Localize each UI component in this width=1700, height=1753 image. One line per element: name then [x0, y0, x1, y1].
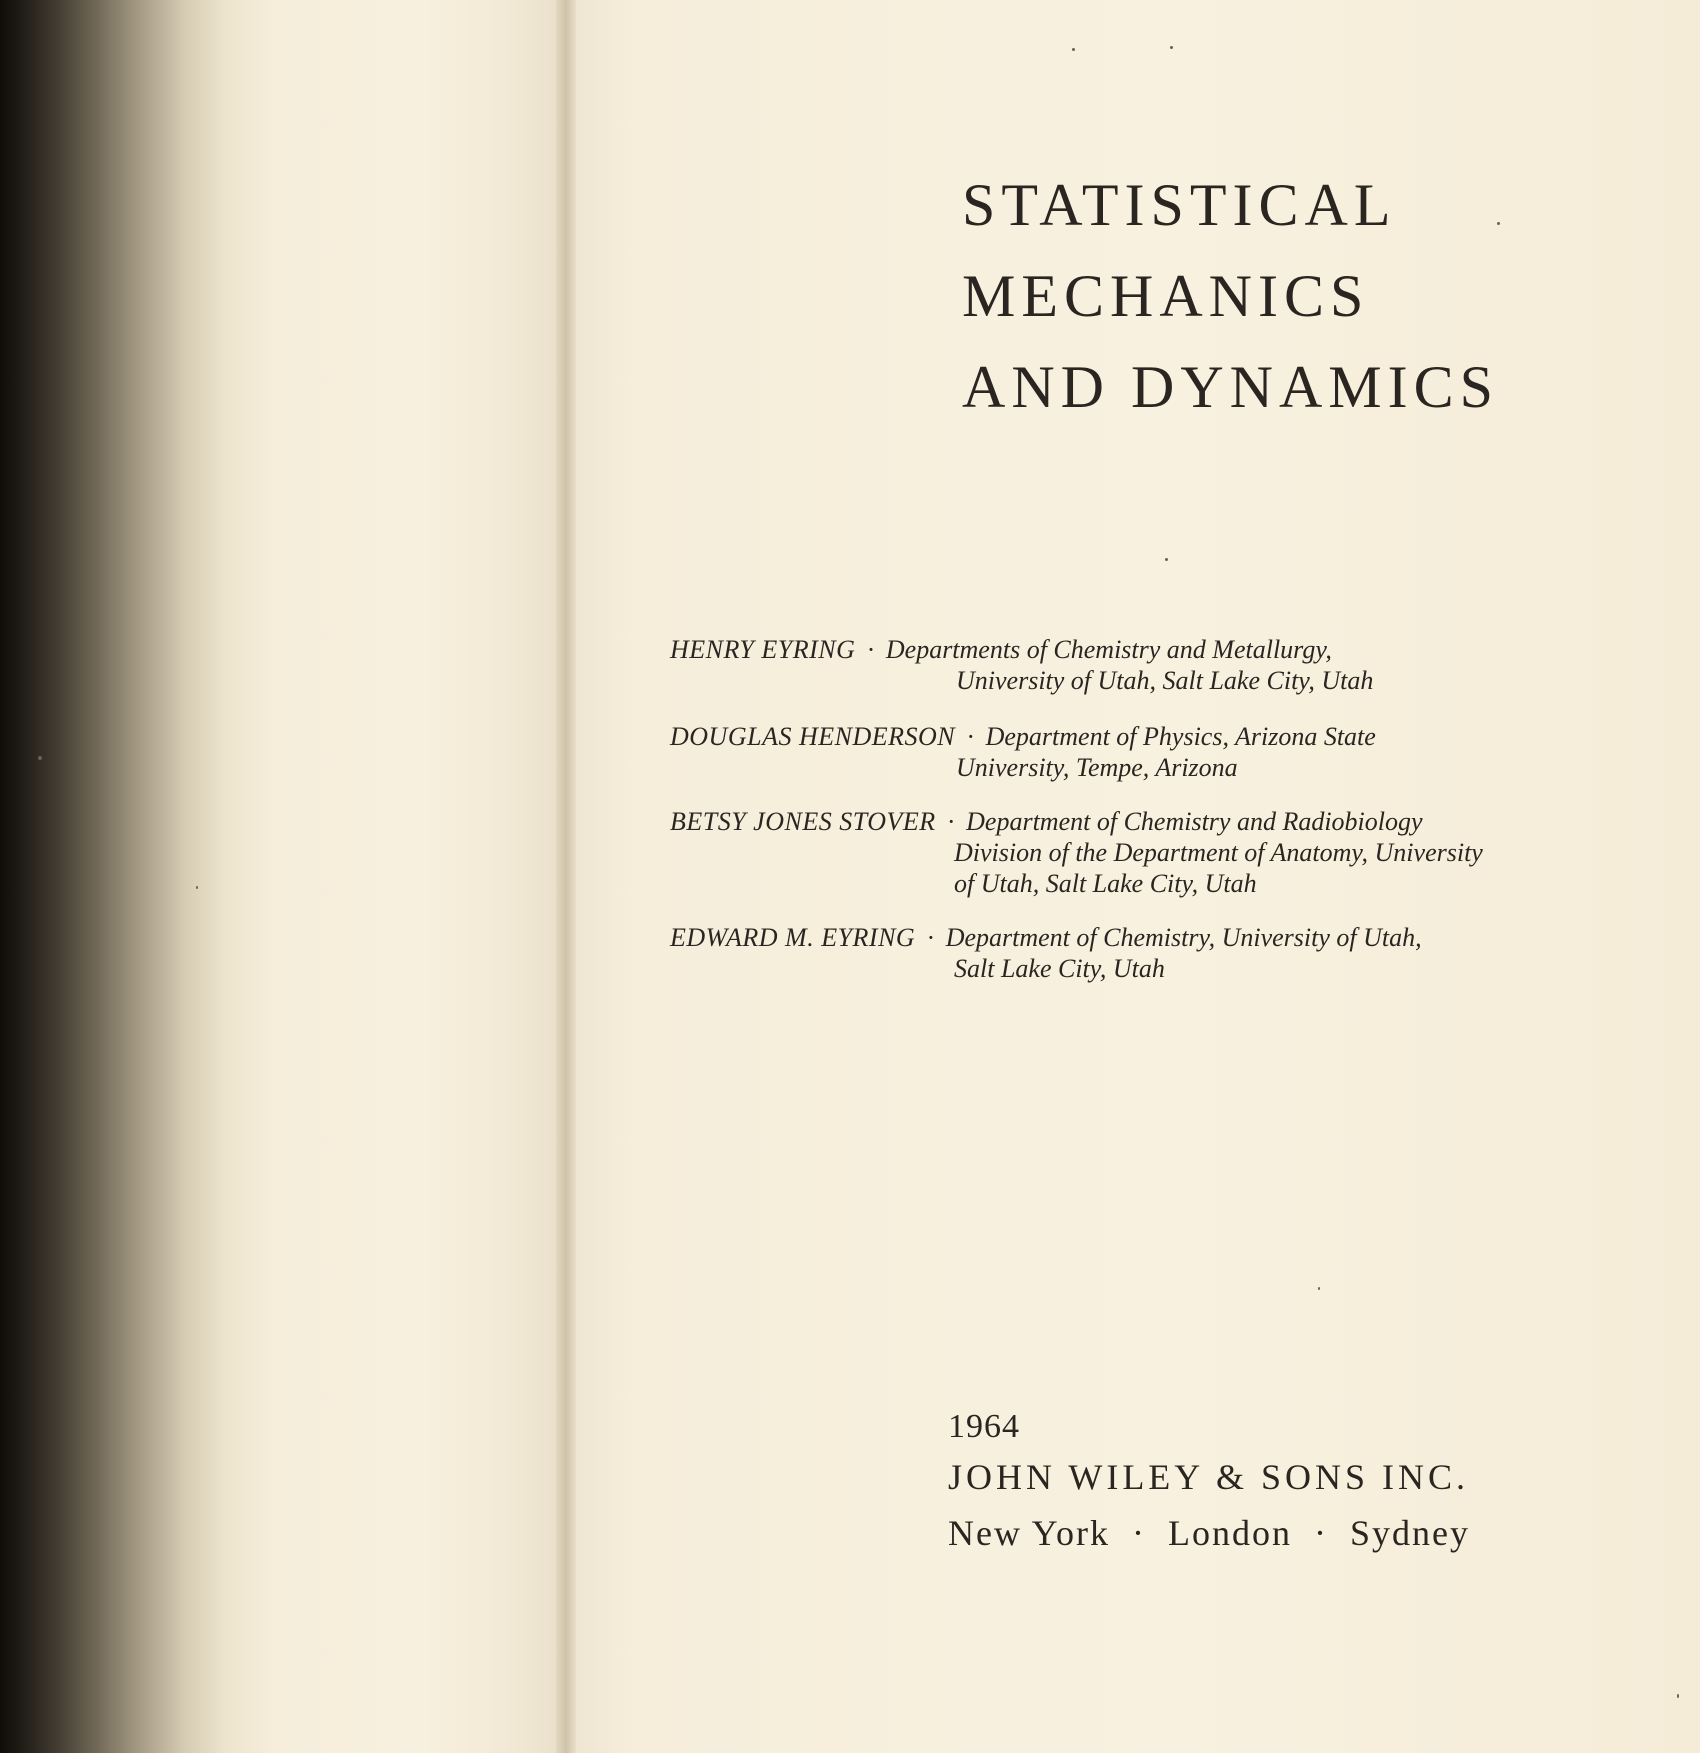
author-affiliation: Department of Chemistry and Radiobiology: [966, 807, 1423, 836]
separator-dot: ·: [1132, 1513, 1147, 1553]
paper-speck: [38, 756, 42, 760]
author-affiliation: of Utah, Salt Lake City, Utah: [954, 869, 1257, 898]
paper-speck: [1165, 558, 1168, 561]
city-london: London: [1168, 1513, 1293, 1553]
paper-speck: [1497, 222, 1500, 225]
author-affiliation: Division of the Department of Anatomy, University: [954, 838, 1483, 867]
paper-speck: [1677, 1694, 1679, 1698]
author-entry: [670, 634, 1534, 696]
author-affiliation: Departments of Chemistry and Metallurgy,: [885, 635, 1332, 664]
author-name: BETSY JONES STOVER: [670, 807, 936, 836]
book-title: [962, 160, 1499, 433]
paper-speck: [1072, 48, 1075, 51]
author-affiliation: Department of Physics, Arizona State: [985, 722, 1376, 751]
title-line-2: MECHANICS: [962, 263, 1370, 329]
author-affiliation: Department of Chemistry, University of Utah,: [945, 923, 1422, 952]
separator-dot: ·: [867, 635, 874, 664]
author-name: HENRY EYRING: [670, 635, 856, 664]
author-entry: [670, 721, 1534, 783]
author-entry: [670, 806, 1534, 899]
paper-speck: [1170, 46, 1173, 49]
author-name: EDWARD M. EYRING: [670, 923, 916, 952]
paper-speck: [196, 886, 198, 889]
separator-dot: ·: [947, 807, 955, 836]
separator-dot: ·: [1314, 1513, 1329, 1553]
author-affiliation: University, Tempe, Arizona: [956, 753, 1238, 782]
separator-dot: ·: [967, 722, 974, 751]
left-page: [0, 0, 566, 1753]
author-entry: [670, 922, 1534, 984]
author-affiliation: Salt Lake City, Utah: [954, 954, 1165, 983]
author-name: DOUGLAS HENDERSON: [670, 722, 956, 751]
title-line-1: STATISTICAL: [962, 172, 1397, 238]
book-gutter: [556, 0, 576, 1753]
paper-speck: [1318, 1287, 1320, 1290]
publication-year: 1964: [948, 1408, 1020, 1445]
city-new-york: New York: [948, 1513, 1111, 1553]
separator-dot: ·: [927, 923, 934, 952]
city-sydney: Sydney: [1350, 1513, 1471, 1553]
publisher-name: JOHN WILEY & SONS INC.: [948, 1457, 1470, 1497]
publisher-cities: [948, 1512, 1470, 1554]
author-affiliation: University of Utah, Salt Lake City, Utah: [956, 666, 1374, 695]
title-line-3: AND DYNAMICS: [962, 354, 1500, 420]
